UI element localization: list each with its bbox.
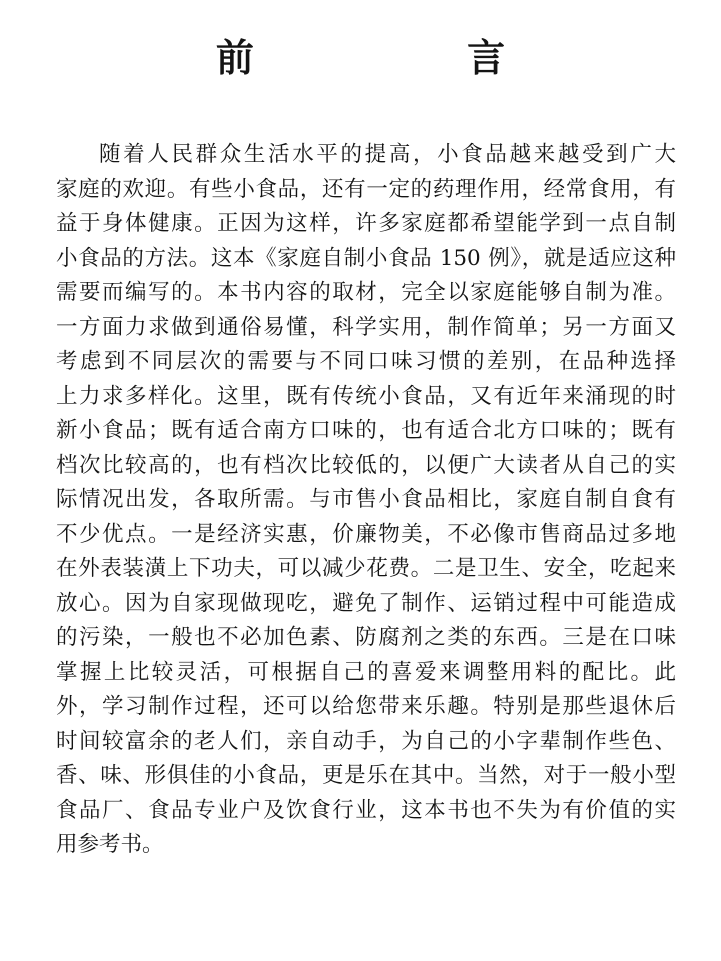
text-line: 上力求多样化。这里，既有传统小食品，又有近年来涌现的时	[56, 383, 676, 409]
text-line: 外，学习制作过程，还可以给您带来乐趣。特别是那些退休后	[56, 694, 676, 719]
text-line: 掌握上比较灵活，可根据自己的喜爱来调整用料的配比。此	[56, 659, 676, 685]
text-line: 益于身体健康。正因为这样，许多家庭都希望能学到一点自制	[56, 211, 676, 236]
text-line: 的污染，一般也不必加色素、防腐剂之类的东西。三是在口味	[56, 625, 676, 650]
text-line: 随着人民群众生活水平的提高，小食品越来越受到广大	[99, 142, 676, 167]
text-line: 需要而编写的。本书内容的取材，完全以家庭能够自制为准。	[56, 280, 676, 305]
text-line: 放心。因为自家现做现吃，避免了制作、运销过程中可能造成	[56, 590, 676, 616]
text-line: 新小食品；既有适合南方口味的，也有适合北方口味的；既有	[56, 418, 676, 443]
text-line: 考虑到不同层次的需要与不同口味习惯的差别，在品种选择	[56, 349, 676, 374]
page-title: 前 言	[215, 35, 606, 80]
preface-paragraph	[56, 138, 676, 863]
text-line: 用参考书。	[56, 832, 164, 857]
text-line: 际情况出发，各取所需。与市售小食品相比，家庭自制自食有	[56, 487, 676, 512]
text-line: 香、味、形俱佳的小食品，更是乐在其中。当然，对于一般小型	[56, 763, 676, 788]
text-line: 一方面力求做到通俗易懂，科学实用，制作简单；另一方面又	[56, 314, 676, 340]
text-line: 家庭的欢迎。有些小食品，还有一定的药理作用，经常食用，有	[56, 176, 676, 202]
text-line: 在外表装潢上下功夫，可以减少花费。二是卫生、安全，吃起来	[56, 556, 676, 581]
text-line: 食品厂、食品专业户及饮食行业，这本书也不失为有价值的实	[56, 797, 676, 823]
text-line: 时间较富余的老人们，亲自动手，为自己的小字辈制作些色、	[56, 728, 676, 754]
text-line: 不少优点。一是经济实惠，价廉物美，不必像市售商品过多地	[56, 521, 676, 547]
text-line: 小食品的方法。这本《家庭自制小食品 150 例》，就是适应这种	[56, 245, 676, 271]
text-line: 档次比较高的，也有档次比较低的，以便广大读者从自己的实	[56, 452, 676, 478]
